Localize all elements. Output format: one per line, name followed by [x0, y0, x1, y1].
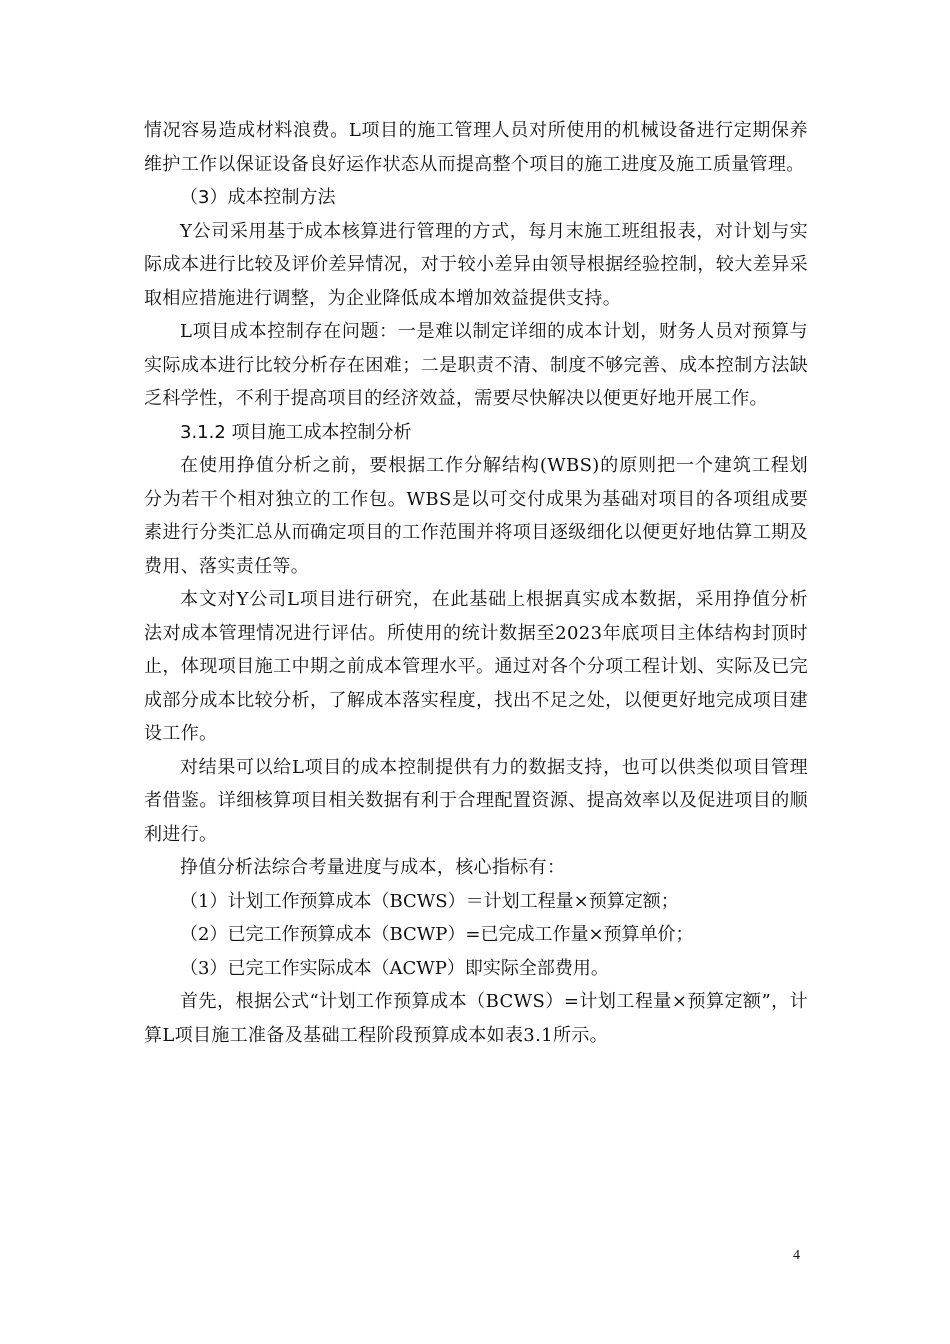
paragraph-results-support: 对结果可以给L项目的成本控制提供有力的数据支持，也可以供类似项目管理者借鉴。详细核算项目相关数据有利于合理配置资源、提高效率以及促进项目的顺利进行。	[144, 756, 808, 845]
paragraph-cost-accounting: Y公司采用基于成本核算进行管理的方式，每月末施工班组报表，对计划与实际成本进行比较及评价差异情况，对于较小差异由领导根据经验控制，较大差异采取相应措施进行调整，为企业降低成本增加效益提供支持。	[144, 220, 808, 309]
paragraph-material-waste: 情况容易造成材料浪费。L项目的施工管理人员对所使用的机械设备进行定期保养维护工作以保证设备良好运作状态从而提高整个项目的施工进度及施工质量管理。	[144, 120, 808, 175]
paragraph-wbs: 在使用挣值分析之前，要根据工作分解结构(WBS)的原则把一个建筑工程划分为若干个相对独立的工作包。WBS是以可交付成果为基础对项目的各项组成要素进行分类汇总从而确定项目的工作范围并将项目逐级细化以便更好地估算工期及费用、落实责任等。	[144, 455, 808, 577]
page-number: 4	[793, 1248, 800, 1263]
subsection-heading: 3.1.2 项目施工成本控制分析	[180, 421, 412, 443]
list-item-bcwp: （2）已完工作预算成本（BCWP）=已完成工作量×预算单价；	[180, 924, 694, 945]
list-item-bcws: （1）计划工作预算成本（BCWS）＝计划工程量×预算定额；	[180, 890, 679, 912]
paragraph-earned-value-intro: 挣值分析法综合考量进度与成本，核心指标有：	[180, 857, 566, 878]
section-cost-control-method: （3）成本控制方法	[180, 187, 336, 208]
paragraph-cost-problems: L项目成本控制存在问题：一是难以制定详细的成本计划，财务人员对预算与实际成本进行比较分析存在困难；二是职责不清、制度不够完善、成本控制方法缺乏科学性，不利于提高项目的经济效益，需要尽快解决以便更好地开展工作。	[144, 321, 808, 409]
page-body	[144, 114, 808, 1052]
list-item-acwp: （3）已完工作实际成本（ACWP）即实际全部费用。	[180, 957, 609, 979]
paragraph-formula-table-ref: 首先，根据公式“计划工作预算成本（BCWS）=计划工程量×预算定额”，计算L项目施工准备及基础工程阶段预算成本如表3.1所示。	[144, 991, 808, 1046]
paragraph-research-scope: 本文对Y公司L项目进行研究，在此基础上根据真实成本数据，采用挣值分析法对成本管理情况进行评估。所使用的统计数据至2023年底项目主体结构封顶时止，体现项目施工中期之前成本管理水平。通过对各个分项工程计划、实际及已完成部分成本比较分析，了解成本落实程度，找出不足之处，以便更好地完成项目建设工作。	[144, 589, 808, 744]
